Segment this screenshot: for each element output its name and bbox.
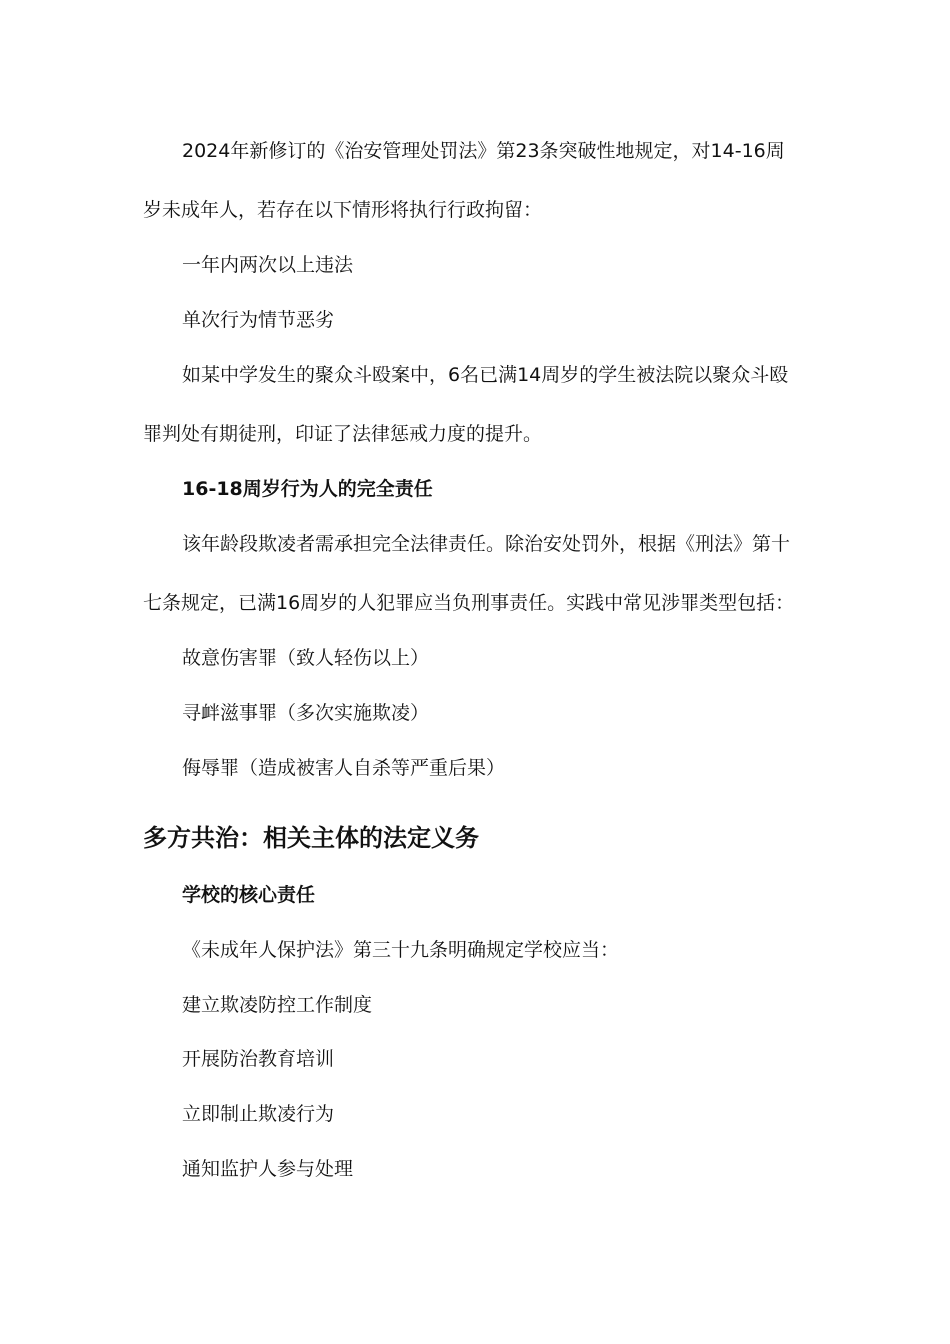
subheading-school: 学校的核心责任 xyxy=(182,884,316,906)
case-paragraph-line-1: 如某中学发生的聚众斗殴案中，6名已满14周岁的学生被法院以聚众斗殴 xyxy=(182,364,789,386)
list-item: 建立欺凌防控工作制度 xyxy=(182,994,373,1016)
list-item: 一年内两次以上违法 xyxy=(182,254,354,276)
section-heading: 多方共治：相关主体的法定义务 xyxy=(143,824,479,852)
list-item: 故意伤害罪（致人轻伤以上） xyxy=(182,647,430,669)
case-paragraph-line-2: 罪判处有期徒刑，印证了法律惩戒力度的提升。 xyxy=(143,423,543,445)
list-item: 单次行为情节恶劣 xyxy=(182,309,335,331)
list-item: 通知监护人参与处理 xyxy=(182,1158,354,1180)
intro-paragraph-line-2: 岁未成年人，若存在以下情形将执行行政拘留： xyxy=(143,199,543,221)
list-item: 寻衅滋事罪（多次实施欺凌） xyxy=(182,702,430,724)
school-intro-paragraph: 《未成年人保护法》第三十九条明确规定学校应当： xyxy=(182,939,620,961)
responsibility-paragraph-line-1: 该年龄段欺凌者需承担完全法律责任。除治安处罚外，根据《刑法》第十 xyxy=(182,533,791,555)
list-item: 开展防治教育培训 xyxy=(182,1048,335,1070)
list-item: 侮辱罪（造成被害人自杀等严重后果） xyxy=(182,757,506,779)
list-item: 立即制止欺凌行为 xyxy=(182,1103,335,1125)
intro-paragraph-line-1: 2024年新修订的《治安管理处罚法》第23条突破性地规定，对14-16周 xyxy=(182,140,785,162)
responsibility-paragraph-line-2: 七条规定，已满16周岁的人犯罪应当负刑事责任。实践中常见涉罪类型包括： xyxy=(143,592,795,614)
subheading-16-18: 16-18周岁行为人的完全责任 xyxy=(182,478,433,500)
